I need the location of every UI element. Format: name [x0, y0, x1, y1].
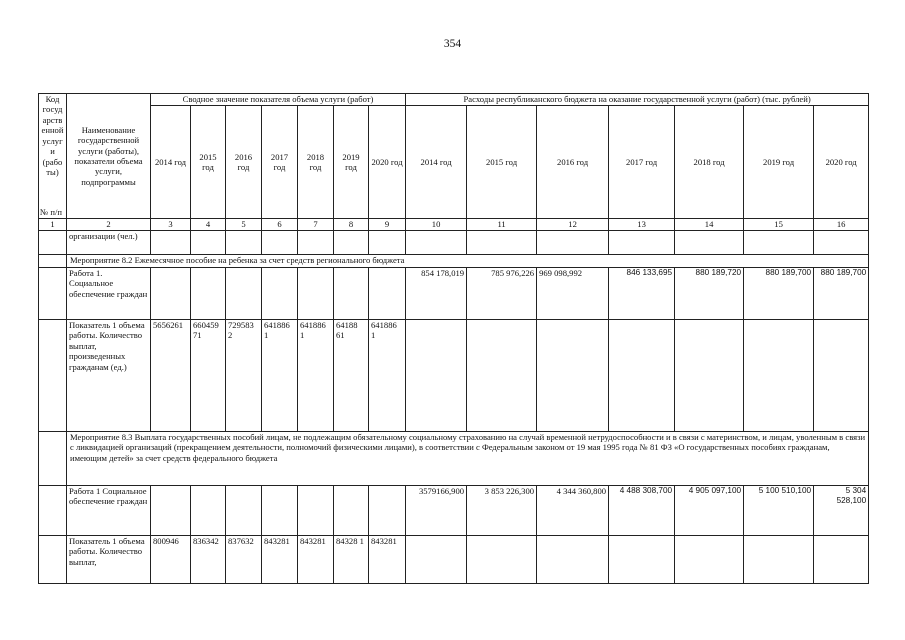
expense-2019: 5 100 510,100 [744, 486, 814, 536]
header-volume-year: 2014 год [151, 106, 191, 219]
volume-2016: 729583 2 [226, 320, 262, 432]
page-number: 354 [443, 38, 462, 50]
table-row [39, 486, 869, 536]
header-volume-group: Сводное значение показателя объема услуги (работ) [151, 94, 406, 106]
header-expense-year: 2016 год [537, 106, 609, 219]
measure-8-3-title: Мероприятие 8.3 Выплата государственных пособий лицам, не подлежащим обязательному социальному страхованию на случай временной нетрудоспособности и в связи с материнством, и лицам, уволенным в связи с ликвидацией организаций (прекращением деятельности, полномочий физическими лицами), в соответствии с Федеральным законом от 19 мая 1995 года № 81 ФЗ «О государственных пособиях гражданам, имеющим детей» за счет средств федерального бюджета [67, 432, 869, 486]
volume-2018: 843281 [298, 536, 334, 584]
header-expense-year: 2018 год [675, 106, 744, 219]
table-row [39, 268, 869, 320]
column-number: 15 [744, 219, 814, 231]
column-number: 6 [262, 219, 298, 231]
column-number: 7 [298, 219, 334, 231]
volume-2020: 843281 [369, 536, 406, 584]
expense-2017: 846 133,695 [609, 268, 675, 320]
expense-2020: 5 304 528,100 [814, 486, 869, 536]
column-number: 12 [537, 219, 609, 231]
expense-2015: 785 976,226 [467, 268, 537, 320]
column-number: 5 [226, 219, 262, 231]
table-row [39, 255, 869, 268]
column-number: 9 [369, 219, 406, 231]
expense-2019: 880 189,700 [744, 268, 814, 320]
header-expense-year: 2017 год [609, 106, 675, 219]
header-expense-year: 2015 год [467, 106, 537, 219]
volume-2015: 836342 [191, 536, 226, 584]
table-row [39, 320, 869, 432]
row-name: Работа 1 Социальное обеспечение граждан [67, 486, 151, 536]
column-number: 16 [814, 219, 869, 231]
table-row [39, 432, 869, 486]
measure-8-2-title: Мероприятие 8.2 Ежемесячное пособие на ребенка за счет средств регионального бюджета [67, 255, 869, 268]
column-number: 3 [151, 219, 191, 231]
volume-2014: 5656261 [151, 320, 191, 432]
header-expense-year: 2019 год [744, 106, 814, 219]
header-volume-year: 2019 год [334, 106, 369, 219]
expense-2018: 880 189,720 [675, 268, 744, 320]
column-number: 8 [334, 219, 369, 231]
column-number-row [39, 219, 869, 231]
expense-2016: 969 098,992 [537, 268, 609, 320]
column-number: 13 [609, 219, 675, 231]
header-volume-year: 2016 год [226, 106, 262, 219]
volume-2016: 837632 [226, 536, 262, 584]
expense-2020: 880 189,700 [814, 268, 869, 320]
header-volume-year: 2017 год [262, 106, 298, 219]
column-number: 1 [39, 219, 67, 231]
column-number: 11 [467, 219, 537, 231]
table-row [39, 536, 869, 584]
volume-2017: 641886 1 [262, 320, 298, 432]
column-number: 4 [191, 219, 226, 231]
column-number: 10 [406, 219, 467, 231]
row-name: организации (чел.) [67, 231, 151, 255]
header-name: Наименование государственной услуги (работы), показатели объема услуги, подпрограммы [67, 94, 151, 219]
volume-2019: 64188 61 [334, 320, 369, 432]
header-expense-year: 2014 год [406, 106, 467, 219]
volume-2020: 641886 1 [369, 320, 406, 432]
header-expense-year: 2020 год [814, 106, 869, 219]
expense-2018: 4 905 097,100 [675, 486, 744, 536]
volume-2017: 843281 [262, 536, 298, 584]
expense-2016: 4 344 360,800 [537, 486, 609, 536]
header-volume-year: 2020 год [369, 106, 406, 219]
header-expense-group: Расходы республиканского бюджета на оказание государственной услуги (работ) (тыс. рублей) [406, 94, 869, 106]
expense-2017: 4 488 308,700 [609, 486, 675, 536]
row-name: Показатель 1 объема работы. Количество выплат, произведенных гражданам (ед.) [67, 320, 151, 432]
expense-2014: 854 178,019 [406, 268, 467, 320]
volume-2018: 641886 1 [298, 320, 334, 432]
column-number: 14 [675, 219, 744, 231]
header-volume-year: 2018 год [298, 106, 334, 219]
volume-2014: 800946 [151, 536, 191, 584]
row-name: Показатель 1 объема работы. Количество выплат, [67, 536, 151, 584]
header-volume-year: 2015 год [191, 106, 226, 219]
column-number: 2 [67, 219, 151, 231]
header-code-sub: № п/п [40, 206, 62, 217]
budget-table [38, 93, 869, 584]
volume-2019: 84328 1 [334, 536, 369, 584]
volume-2015: 660459 71 [191, 320, 226, 432]
header-code: Код госуд арств енной услуг и (рабо ты) № п/п [39, 94, 67, 219]
row-name: Работа 1. Социальное обеспечение граждан [67, 268, 151, 320]
expense-2015: 3 853 226,300 [467, 486, 537, 536]
expense-2014: 3579166,900 [406, 486, 467, 536]
table-row [39, 231, 869, 255]
